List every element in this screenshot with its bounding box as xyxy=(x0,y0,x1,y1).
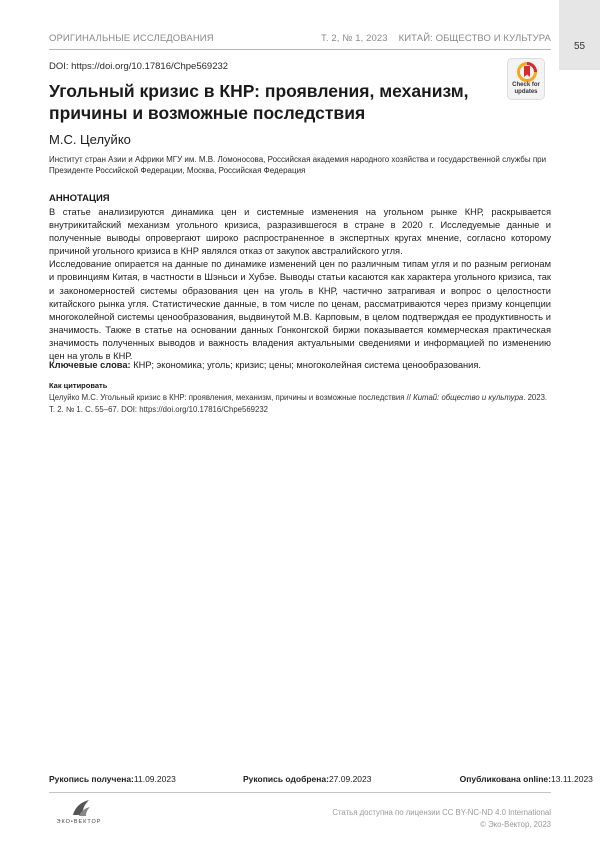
manuscript-dates xyxy=(49,774,593,788)
published-label: Опубликована online: xyxy=(459,774,551,784)
approved-value: 27.09.2023 xyxy=(328,774,372,784)
citation-journal: Китай: общество и культура xyxy=(413,393,524,402)
header-divider xyxy=(49,49,551,50)
author-name: М.С. Целуйко xyxy=(49,132,131,147)
eco-vector-logo-icon xyxy=(49,797,109,819)
approved-date xyxy=(243,774,372,784)
abstract-heading: АННОТАЦИЯ xyxy=(49,193,110,204)
abstract-paragraph: Исследование опирается на данные по динамике изменений цен по различным типам угля и по разным регионам и провинциям Китая, в частности в Шэньси и Хубэе. Выводы статьи касаются как характера угольного кризиса, так и закономерностей системы образования цен на уголь в КНР, частично затрагивая и вопрос о целостности китайского рынка угля. Статистические данные, в том числе по ценам, рассматриваются через призму концепции многоколейной системы ценообразования, выдвинутой М.В. Карповым, в целом подтверждая ее продуктивность и значимость. Также в статье на основании данных Гонконгской биржи показывается коммерческая практическая значимость полученных выводов и важность владения актуальными сведениями и информацией по изменению цен на уголь в КНР. xyxy=(49,259,551,362)
citation-authors-title: Целуйко М.С. Угольный кризис в КНР: проявления, механизм, причины и возможные последствия // xyxy=(49,393,411,402)
badge-label-line2: updates xyxy=(514,88,538,95)
abstract-body xyxy=(49,206,551,363)
citation-text xyxy=(49,392,551,415)
badge-label-line1: Check for xyxy=(512,82,540,88)
publisher-logo xyxy=(49,797,109,829)
author-affiliation: Институт стран Азии и Африки МГУ им. М.В. Ломоносова, Российская академия народного хозяйства и государственной службы при Президенте Российской Федерации, Москва, Российская Федерация xyxy=(49,155,547,175)
published-date xyxy=(459,774,593,784)
keywords xyxy=(49,359,551,372)
copyright-note: © Эко-Вектор, 2023 xyxy=(480,820,551,829)
article-title: Угольный кризис в КНР: проявления, механизм, причины и возможные последствия xyxy=(49,81,469,123)
page-number-tab xyxy=(559,0,600,70)
keywords-list: КНР; экономика; уголь; кризис; цены; многоколейная система ценообразования. xyxy=(133,360,481,370)
badge-label xyxy=(508,82,544,95)
header-section-label: ОРИГИНАЛЬНЫЕ ИССЛЕДОВАНИЯ xyxy=(49,33,214,44)
approved-label: Рукопись одобрена: xyxy=(243,774,329,784)
received-value: 11.09.2023 xyxy=(133,774,176,784)
keywords-label: Ключевые слова: xyxy=(49,360,131,370)
doi-link[interactable]: DOI: https://doi.org/10.17816/Chpe569232 xyxy=(49,61,229,72)
running-header xyxy=(49,30,551,50)
received-label: Рукопись получена: xyxy=(49,774,134,784)
published-value: 13.11.2023 xyxy=(551,774,593,784)
citation-details: . 2023. Т. 2. № 1. С. 55–67. DOI: https://doi.org/10.17816/Chpe569232 xyxy=(49,393,548,414)
citation-heading: Как цитировать xyxy=(49,381,108,390)
abstract-paragraph: В статье анализируются динамика цен и системные изменения на угольном рынке КНР, раскрывается внутрикитайский механизм угольного кризиса, разразившегося в стране в 2020 г. Исследуемые данные и полученные выводы опровергают широко распространенное в экспертных кругах мнение, согласно которому причиной угольного кризиса в КНР являлся отказ от закупок австралийского угля. xyxy=(49,207,551,257)
publisher-logo-text: ЭКО•ВЕКТОР xyxy=(56,819,102,825)
check-for-updates-badge[interactable] xyxy=(507,58,545,100)
footer-divider xyxy=(49,792,551,793)
received-date xyxy=(49,774,176,784)
check-for-updates-icon xyxy=(517,62,537,82)
license-note[interactable]: Статья доступна по лицензии CC BY-NC-ND 4.0 International xyxy=(332,808,551,817)
header-journal-label: КИТАЙ: ОБЩЕСТВО И КУЛЬТУРА xyxy=(398,33,551,44)
page-number: 55 xyxy=(573,41,586,52)
header-issue-label: Т. 2, № 1, 2023 xyxy=(321,33,388,44)
